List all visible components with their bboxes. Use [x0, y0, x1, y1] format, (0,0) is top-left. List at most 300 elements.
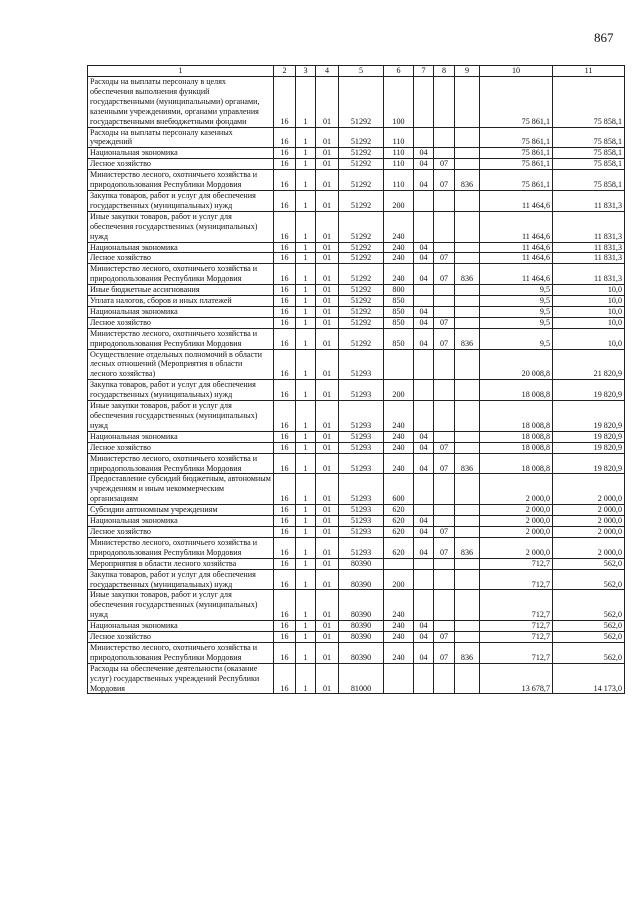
row-label: Предоставление субсидий бюджетным, автономным учреждениям и иным некоммерческим организациям: [88, 474, 274, 505]
table-cell: 1: [296, 526, 316, 537]
table-cell: [455, 77, 480, 128]
table-cell: 18 008,8: [480, 442, 553, 453]
table-cell: 1: [296, 317, 316, 328]
table-cell: 16: [274, 590, 296, 621]
table-cell: 712,7: [480, 590, 553, 621]
table-cell: [434, 285, 455, 296]
table-cell: [455, 380, 480, 401]
table-row: [88, 453, 625, 474]
table-cell: [455, 349, 480, 380]
table-cell: [414, 663, 434, 694]
table-cell: 01: [316, 401, 339, 432]
table-cell: 01: [316, 558, 339, 569]
table-cell: 240: [384, 632, 414, 643]
table-cell: 07: [434, 526, 455, 537]
table-row: [88, 569, 625, 590]
table-row: [88, 537, 625, 558]
table-row: [88, 505, 625, 516]
table-cell: 1: [296, 537, 316, 558]
table-cell: 10,0: [553, 296, 625, 307]
table-row: [88, 632, 625, 643]
table-cell: 80390: [339, 642, 384, 663]
table-cell: [414, 77, 434, 128]
table-row: [88, 317, 625, 328]
table-cell: 1: [296, 505, 316, 516]
table-cell: [414, 127, 434, 148]
table-cell: 1: [296, 621, 316, 632]
table-cell: 07: [434, 264, 455, 285]
table-cell: 16: [274, 317, 296, 328]
table-cell: 2 000,0: [553, 516, 625, 527]
table-cell: [455, 474, 480, 505]
table-cell: 200: [384, 380, 414, 401]
table-cell: 1: [296, 242, 316, 253]
row-label: Иные закупки товаров, работ и услуг для обеспечения государственных (муниципальных) нужд: [88, 401, 274, 432]
table-cell: 01: [316, 242, 339, 253]
table-cell: 01: [316, 569, 339, 590]
column-header: 9: [455, 66, 480, 77]
table-cell: 16: [274, 632, 296, 643]
table-cell: 04: [414, 317, 434, 328]
table-cell: 51292: [339, 285, 384, 296]
table-row: [88, 621, 625, 632]
table-cell: 19 820,9: [553, 442, 625, 453]
table-cell: 75 861,1: [480, 170, 553, 191]
table-cell: 110: [384, 148, 414, 159]
table-cell: [455, 285, 480, 296]
row-label: Министерство лесного, охотничьего хозяйства и природопользования Республики Мордовия: [88, 642, 274, 663]
table-cell: 562,0: [553, 621, 625, 632]
table-cell: 2 000,0: [480, 505, 553, 516]
table-cell: [455, 190, 480, 211]
table-cell: 2 000,0: [553, 505, 625, 516]
table-cell: 01: [316, 285, 339, 296]
table-cell: [414, 558, 434, 569]
table-row: [88, 127, 625, 148]
table-cell: 1: [296, 632, 316, 643]
table-cell: 10,0: [553, 328, 625, 349]
table-cell: [455, 516, 480, 527]
table-cell: 562,0: [553, 590, 625, 621]
table-cell: [434, 380, 455, 401]
row-label: Лесное хозяйство: [88, 632, 274, 643]
table-cell: 04: [414, 253, 434, 264]
table-cell: 1: [296, 159, 316, 170]
table-cell: 836: [455, 642, 480, 663]
table-cell: 51293: [339, 537, 384, 558]
table-cell: 2 000,0: [480, 474, 553, 505]
table-cell: [414, 211, 434, 242]
table-cell: 19 820,9: [553, 431, 625, 442]
table-cell: 16: [274, 264, 296, 285]
table-cell: 16: [274, 77, 296, 128]
table-cell: 01: [316, 296, 339, 307]
row-label: Национальная экономика: [88, 516, 274, 527]
table-cell: 11 831,3: [553, 264, 625, 285]
table-row: [88, 306, 625, 317]
table-cell: 836: [455, 537, 480, 558]
table-cell: 51293: [339, 516, 384, 527]
table-cell: 01: [316, 317, 339, 328]
table-cell: 240: [384, 253, 414, 264]
table-cell: 1: [296, 431, 316, 442]
table-cell: 51292: [339, 328, 384, 349]
column-header: 5: [339, 66, 384, 77]
table-cell: [455, 442, 480, 453]
table-cell: 80390: [339, 621, 384, 632]
table-cell: 620: [384, 526, 414, 537]
table-cell: [455, 317, 480, 328]
table-cell: 01: [316, 211, 339, 242]
table-cell: 21 820,9: [553, 349, 625, 380]
table-cell: 04: [414, 431, 434, 442]
table-row: [88, 663, 625, 694]
table-cell: [434, 296, 455, 307]
table-cell: 240: [384, 621, 414, 632]
table-cell: [455, 242, 480, 253]
table-cell: [434, 190, 455, 211]
table-cell: [455, 569, 480, 590]
table-cell: 14 173,0: [553, 663, 625, 694]
table-cell: 1: [296, 253, 316, 264]
table-cell: 07: [434, 170, 455, 191]
table-cell: 200: [384, 569, 414, 590]
table-cell: 04: [414, 516, 434, 527]
table-cell: 01: [316, 621, 339, 632]
table-cell: 51292: [339, 242, 384, 253]
table-row: [88, 474, 625, 505]
table-cell: 1: [296, 349, 316, 380]
table-cell: 07: [434, 253, 455, 264]
row-label: Лесное хозяйство: [88, 317, 274, 328]
table-cell: 850: [384, 328, 414, 349]
table-cell: 01: [316, 516, 339, 527]
table-cell: 04: [414, 328, 434, 349]
table-cell: 1: [296, 401, 316, 432]
table-cell: 836: [455, 170, 480, 191]
table-cell: [434, 401, 455, 432]
table-cell: 16: [274, 663, 296, 694]
table-cell: 11 831,3: [553, 190, 625, 211]
table-cell: 16: [274, 505, 296, 516]
table-cell: 51292: [339, 77, 384, 128]
table-cell: 51293: [339, 474, 384, 505]
table-cell: 16: [274, 306, 296, 317]
table-cell: 712,7: [480, 558, 553, 569]
table-cell: 16: [274, 148, 296, 159]
table-header-row: [88, 66, 625, 77]
table-cell: 07: [434, 453, 455, 474]
column-header: 2: [274, 66, 296, 77]
row-label: Закупка товаров, работ и услуг для обеспечения государственных (муниципальных) нужд: [88, 569, 274, 590]
table-cell: 20 008,8: [480, 349, 553, 380]
table-row: [88, 442, 625, 453]
table-cell: [455, 211, 480, 242]
table-cell: 13 678,7: [480, 663, 553, 694]
table-row: [88, 328, 625, 349]
table-cell: 51293: [339, 453, 384, 474]
table-cell: 04: [414, 242, 434, 253]
row-label: Министерство лесного, охотничьего хозяйства и природопользования Республики Мордовия: [88, 453, 274, 474]
table-cell: 75 861,1: [480, 127, 553, 148]
table-cell: [455, 526, 480, 537]
table-cell: [455, 632, 480, 643]
table-cell: 2 000,0: [553, 474, 625, 505]
table-cell: 11 464,6: [480, 253, 553, 264]
table-row: [88, 253, 625, 264]
table-cell: [455, 621, 480, 632]
table-cell: 51293: [339, 431, 384, 442]
table-cell: 1: [296, 148, 316, 159]
table-cell: 04: [414, 537, 434, 558]
table-cell: 240: [384, 431, 414, 442]
table-cell: [455, 296, 480, 307]
table-cell: [434, 474, 455, 505]
table-cell: 16: [274, 296, 296, 307]
table-cell: 01: [316, 264, 339, 285]
table-cell: 51292: [339, 170, 384, 191]
table-cell: 9,5: [480, 317, 553, 328]
table-cell: 01: [316, 590, 339, 621]
table-cell: [455, 159, 480, 170]
table-cell: 9,5: [480, 306, 553, 317]
table-cell: [414, 296, 434, 307]
table-cell: 75 861,1: [480, 77, 553, 128]
table-row: [88, 590, 625, 621]
table-cell: 16: [274, 431, 296, 442]
page-number: 867: [594, 30, 614, 45]
table-row: [88, 170, 625, 191]
row-label: Национальная экономика: [88, 431, 274, 442]
table-cell: 01: [316, 642, 339, 663]
row-label: Лесное хозяйство: [88, 442, 274, 453]
row-label: Расходы на выплаты персоналу в целях обеспечения выполнения функций государственными (муниципальными) органами, казенными учреждениями, органами управления государственными внебюджетными фондами: [88, 77, 274, 128]
table-cell: 16: [274, 642, 296, 663]
table-cell: 562,0: [553, 632, 625, 643]
table-cell: 11 464,6: [480, 242, 553, 253]
table-cell: 51292: [339, 159, 384, 170]
table-cell: [434, 77, 455, 128]
table-cell: 9,5: [480, 296, 553, 307]
table-row: [88, 296, 625, 307]
table-cell: [434, 621, 455, 632]
table-cell: 51293: [339, 401, 384, 432]
table-cell: 04: [414, 148, 434, 159]
table-cell: 07: [434, 328, 455, 349]
table-cell: 01: [316, 190, 339, 211]
column-header: 1: [88, 66, 274, 77]
table-cell: [434, 242, 455, 253]
table-cell: 11 464,6: [480, 264, 553, 285]
table-cell: 1: [296, 516, 316, 527]
table-cell: [414, 349, 434, 380]
table-cell: 01: [316, 632, 339, 643]
table-cell: 9,5: [480, 285, 553, 296]
table-cell: [434, 349, 455, 380]
row-label: Национальная экономика: [88, 306, 274, 317]
table-cell: 75 861,1: [480, 159, 553, 170]
table-row: [88, 380, 625, 401]
row-label: Иные закупки товаров, работ и услуг для обеспечения государственных (муниципальных) нужд: [88, 211, 274, 242]
table-row: [88, 77, 625, 128]
table-cell: [455, 505, 480, 516]
table-cell: 240: [384, 642, 414, 663]
table-cell: 51293: [339, 380, 384, 401]
table-cell: 75 858,1: [553, 77, 625, 128]
table-cell: [434, 306, 455, 317]
table-cell: 1: [296, 663, 316, 694]
table-cell: 01: [316, 159, 339, 170]
table-cell: 712,7: [480, 642, 553, 663]
table-cell: 75 858,1: [553, 148, 625, 159]
table-cell: 04: [414, 264, 434, 285]
row-label: Лесное хозяйство: [88, 526, 274, 537]
table-cell: 16: [274, 242, 296, 253]
table-cell: 600: [384, 474, 414, 505]
table-cell: 16: [274, 190, 296, 211]
table-cell: 01: [316, 170, 339, 191]
table-row: [88, 264, 625, 285]
table-cell: 110: [384, 127, 414, 148]
table-cell: 07: [434, 317, 455, 328]
table-cell: 16: [274, 558, 296, 569]
table-cell: 51292: [339, 317, 384, 328]
table-cell: 1: [296, 569, 316, 590]
table-cell: 16: [274, 285, 296, 296]
table-cell: 19 820,9: [553, 453, 625, 474]
table-cell: 04: [414, 170, 434, 191]
table-cell: [455, 558, 480, 569]
table-cell: [384, 558, 414, 569]
table-cell: 11 831,3: [553, 253, 625, 264]
table-cell: [414, 190, 434, 211]
table-cell: 07: [434, 537, 455, 558]
table-cell: 240: [384, 401, 414, 432]
table-cell: 01: [316, 77, 339, 128]
table-cell: [434, 558, 455, 569]
row-label: Лесное хозяйство: [88, 159, 274, 170]
table-cell: [414, 505, 434, 516]
table-cell: 01: [316, 505, 339, 516]
row-label: Министерство лесного, охотничьего хозяйства и природопользования Республики Мордовия: [88, 328, 274, 349]
table-cell: [434, 590, 455, 621]
table-cell: 10,0: [553, 306, 625, 317]
table-cell: 620: [384, 537, 414, 558]
table-cell: 51292: [339, 253, 384, 264]
table-cell: 51292: [339, 306, 384, 317]
column-header: 4: [316, 66, 339, 77]
table-cell: 01: [316, 349, 339, 380]
table-row: [88, 642, 625, 663]
table-cell: 712,7: [480, 569, 553, 590]
table-cell: 16: [274, 127, 296, 148]
row-label: Национальная экономика: [88, 242, 274, 253]
table-cell: 2 000,0: [480, 526, 553, 537]
table-cell: 16: [274, 453, 296, 474]
table-cell: 16: [274, 211, 296, 242]
table-cell: 01: [316, 380, 339, 401]
table-cell: 07: [434, 642, 455, 663]
table-cell: 04: [414, 442, 434, 453]
table-cell: 18 008,8: [480, 453, 553, 474]
row-label: Уплата налогов, сборов и иных платежей: [88, 296, 274, 307]
row-label: Закупка товаров, работ и услуг для обеспечения государственных (муниципальных) нужд: [88, 380, 274, 401]
table-cell: 11 464,6: [480, 211, 553, 242]
table-cell: 01: [316, 148, 339, 159]
table-cell: 75 861,1: [480, 148, 553, 159]
table-cell: 850: [384, 306, 414, 317]
table-cell: 51292: [339, 190, 384, 211]
table-cell: 04: [414, 453, 434, 474]
row-label: Расходы на выплаты персоналу казенных учреждений: [88, 127, 274, 148]
table-cell: 16: [274, 328, 296, 349]
table-cell: 16: [274, 621, 296, 632]
table-cell: 07: [434, 442, 455, 453]
table-cell: 19 820,9: [553, 401, 625, 432]
table-cell: 16: [274, 159, 296, 170]
table-cell: [434, 516, 455, 527]
table-cell: 16: [274, 474, 296, 505]
table-cell: 16: [274, 516, 296, 527]
table-row: [88, 558, 625, 569]
column-header: 11: [553, 66, 625, 77]
table-cell: 1: [296, 285, 316, 296]
table-cell: 51293: [339, 505, 384, 516]
table-cell: 1: [296, 77, 316, 128]
table-cell: [455, 590, 480, 621]
table-cell: 01: [316, 253, 339, 264]
column-header: 10: [480, 66, 553, 77]
table-cell: 01: [316, 442, 339, 453]
table-cell: 2 000,0: [480, 516, 553, 527]
table-cell: 800: [384, 285, 414, 296]
table-cell: 562,0: [553, 558, 625, 569]
table-cell: 1: [296, 453, 316, 474]
table-cell: [384, 663, 414, 694]
table-body: [88, 77, 625, 694]
row-label: Иные закупки товаров, работ и услуг для обеспечения государственных (муниципальных) нужд: [88, 590, 274, 621]
table-cell: 712,7: [480, 632, 553, 643]
table-cell: 04: [414, 526, 434, 537]
table-row: [88, 526, 625, 537]
table-cell: 07: [434, 159, 455, 170]
table-cell: 1: [296, 170, 316, 191]
table-row: [88, 159, 625, 170]
table-cell: 1: [296, 328, 316, 349]
table-cell: 51293: [339, 526, 384, 537]
table-cell: 562,0: [553, 569, 625, 590]
table-cell: 51292: [339, 264, 384, 285]
table-cell: 16: [274, 349, 296, 380]
table-cell: 75 858,1: [553, 159, 625, 170]
table-cell: 51292: [339, 296, 384, 307]
table-cell: 240: [384, 442, 414, 453]
table-cell: 712,7: [480, 621, 553, 632]
table-cell: 836: [455, 453, 480, 474]
column-header: 6: [384, 66, 414, 77]
table-cell: [455, 148, 480, 159]
table-cell: [414, 569, 434, 590]
column-header: 7: [414, 66, 434, 77]
table-row: [88, 242, 625, 253]
row-label: Иные бюджетные ассигнования: [88, 285, 274, 296]
table-cell: 11 831,3: [553, 242, 625, 253]
table-cell: 16: [274, 537, 296, 558]
table-cell: 16: [274, 380, 296, 401]
table-cell: 200: [384, 190, 414, 211]
table-row: [88, 190, 625, 211]
table-cell: 240: [384, 264, 414, 285]
